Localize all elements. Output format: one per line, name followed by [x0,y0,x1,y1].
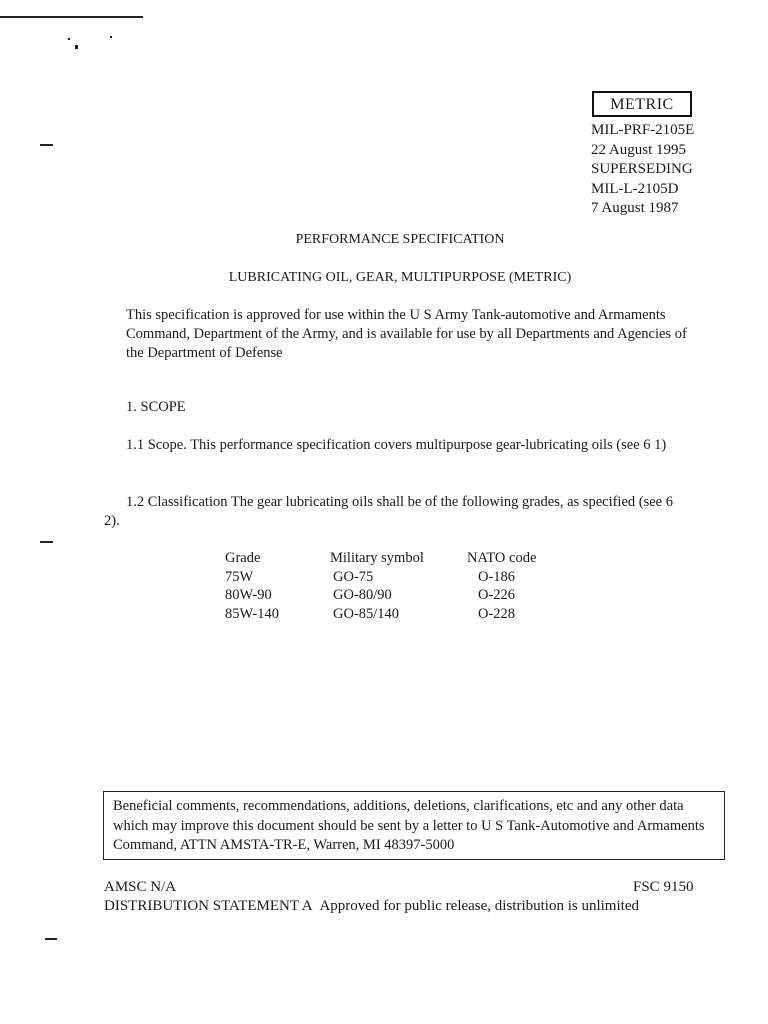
superseding-label: SUPERSEDING [591,161,693,177]
fsc-label: FSC 9150 [633,879,694,895]
distribution-text: Approved for public release, distribution is unlimited [319,898,639,914]
paragraph-1-2-text: The gear lubricating oils shall be of the following grades, as specified (see 6 2). [104,494,673,529]
comments-notice-box: Beneficial comments, recommendations, additions, deletions, clarifications, etc and any other data which may improve this document should be sent by a letter to U S Tank-Automotive and Armaments Command, ATTN AMSTA-TR-E, Warren, MI 48397-5000 [103,791,725,860]
table-row [225,568,598,587]
cell-military-symbol: GO-80/90 [333,587,392,603]
header-nato-code: NATO code [467,550,537,566]
cell-military-symbol: GO-85/140 [333,605,400,622]
distribution-label: DISTRIBUTION STATEMENT A [104,898,312,914]
cell-grade: 80W-90 [225,587,272,603]
cell-military-symbol: GO-75 [333,568,374,585]
header-military-symbol: Military symbol [330,550,424,566]
cell-grade: 85W-140 [225,605,279,622]
superseded-date: 7 August 1987 [591,200,679,216]
cell-nato-code: O-186 [478,568,516,585]
section-heading-scope: 1. SCOPE [126,399,186,415]
superseded-number: MIL-L-2105D [591,180,679,197]
table-header-row [225,549,598,568]
scan-speck [68,38,70,40]
distribution-statement [104,898,639,915]
table-row [225,605,598,624]
cell-nato-code: O-228 [478,605,516,622]
cell-grade: 75W [225,568,254,585]
scan-line-top [0,16,143,18]
scan-dash [45,938,57,940]
amsc-label: AMSC N/A [104,879,177,895]
scan-dash [40,144,53,146]
scan-dash [40,541,53,543]
metric-label-box: METRIC [592,91,692,117]
document-identifiers [591,121,694,219]
scan-speck [75,45,78,49]
header-grade: Grade [225,550,261,566]
cell-nato-code: O-226 [478,587,516,603]
spec-number: MIL-PRF-2105E [591,122,695,138]
paragraph-1-1 [104,436,684,455]
document-title: LUBRICATING OIL, GEAR, MULTIPURPOSE (METRIC) [228,270,572,285]
grades-table [225,549,598,623]
approval-paragraph: This specification is approved for use within the U S Army Tank-automotive and Armaments Command, Department of the Army, and is available for use by all Departments and Agencies of the Department of Defense [126,307,687,361]
paragraph-1-1-text: This performance specification covers multipurpose gear-lubricating oils (see 6 1) [190,437,667,453]
scan-speck [110,36,112,38]
paragraph-1-2 [104,493,684,531]
table-row [225,586,598,605]
paragraph-1-1-label: 1.1 Scope. [126,437,187,453]
document-type: PERFORMANCE SPECIFICATION [295,232,505,247]
paragraph-1-2-label: 1.2 Classification [126,494,228,510]
spec-date: 22 August 1995 [591,141,687,158]
